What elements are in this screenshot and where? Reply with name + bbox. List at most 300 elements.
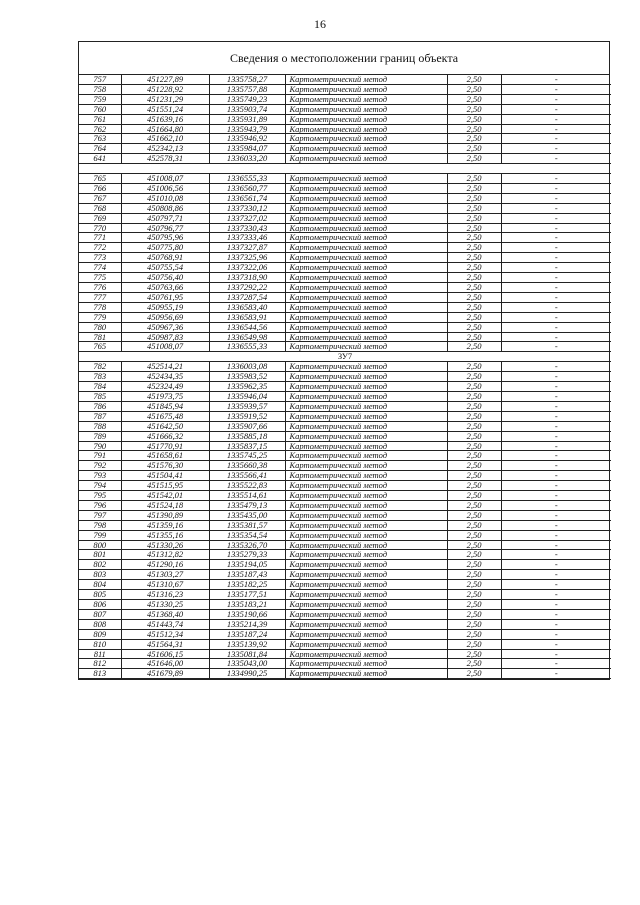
description-cell: - (501, 94, 611, 104)
precision-cell: 2,50 (447, 114, 501, 124)
x-coordinate-cell: 451290,16 (121, 560, 209, 570)
table-row (79, 223, 611, 233)
y-coordinate-cell: 1336555,33 (209, 174, 285, 184)
y-coordinate-cell: 1335984,07 (209, 144, 285, 154)
method-cell: Картометрический метод (285, 283, 447, 293)
y-coordinate-cell: 1335354,54 (209, 530, 285, 540)
description-cell: - (501, 550, 611, 560)
description-cell: - (501, 342, 611, 352)
point-number-cell: 798 (79, 520, 121, 530)
x-coordinate-cell: 451658,61 (121, 451, 209, 461)
point-number-cell: 783 (79, 372, 121, 382)
description-cell: - (501, 560, 611, 570)
x-coordinate-cell: 450775,80 (121, 243, 209, 253)
description-cell: - (501, 283, 611, 293)
section-label: ЗУ7 (79, 352, 611, 362)
y-coordinate-cell: 1335479,13 (209, 500, 285, 510)
table-row (79, 590, 611, 600)
y-coordinate-cell: 1335326,70 (209, 540, 285, 550)
method-cell: Картометрический метод (285, 669, 447, 679)
table-row (79, 600, 611, 610)
description-cell: - (501, 332, 611, 342)
table-row (79, 213, 611, 223)
precision-cell: 2,50 (447, 560, 501, 570)
method-cell: Картометрический метод (285, 233, 447, 243)
description-cell: - (501, 619, 611, 629)
description-cell: - (501, 451, 611, 461)
x-coordinate-cell: 451008,07 (121, 342, 209, 352)
point-number-cell: 785 (79, 391, 121, 401)
description-cell: - (501, 540, 611, 550)
description-cell: - (501, 391, 611, 401)
method-cell: Картометрический метод (285, 174, 447, 184)
x-coordinate-cell: 451312,82 (121, 550, 209, 560)
description-cell: - (501, 144, 611, 154)
method-cell: Картометрический метод (285, 203, 447, 213)
description-cell: - (501, 84, 611, 94)
x-coordinate-cell: 451227,89 (121, 75, 209, 84)
precision-cell: 2,50 (447, 94, 501, 104)
y-coordinate-cell: 1335983,52 (209, 372, 285, 382)
description-cell: - (501, 183, 611, 193)
table-row (79, 491, 611, 501)
x-coordinate-cell: 451642,50 (121, 421, 209, 431)
point-number-cell: 801 (79, 550, 121, 560)
method-cell: Картометрический метод (285, 540, 447, 550)
precision-cell: 2,50 (447, 431, 501, 441)
table-row (79, 609, 611, 619)
table-row (79, 461, 611, 471)
method-cell: Картометрический метод (285, 382, 447, 392)
precision-cell: 2,50 (447, 273, 501, 283)
table-row (79, 104, 611, 114)
y-coordinate-cell: 1335566,41 (209, 471, 285, 481)
x-coordinate-cell: 452342,13 (121, 144, 209, 154)
x-coordinate-cell: 451310,67 (121, 580, 209, 590)
method-cell: Картометрический метод (285, 253, 447, 263)
description-cell: - (501, 382, 611, 392)
x-coordinate-cell: 450761,95 (121, 292, 209, 302)
point-number-cell: 764 (79, 144, 121, 154)
y-coordinate-cell: 1335903,74 (209, 104, 285, 114)
method-cell: Картометрический метод (285, 124, 447, 134)
point-number-cell: 771 (79, 233, 121, 243)
method-cell: Картометрический метод (285, 183, 447, 193)
description-cell: - (501, 580, 611, 590)
precision-cell: 2,50 (447, 124, 501, 134)
precision-cell: 2,50 (447, 590, 501, 600)
table-row (79, 530, 611, 540)
y-coordinate-cell: 1335177,51 (209, 590, 285, 600)
description-cell: - (501, 669, 611, 679)
description-cell: - (501, 203, 611, 213)
table-row (79, 669, 611, 679)
x-coordinate-cell: 451662,10 (121, 134, 209, 144)
x-coordinate-cell: 451228,92 (121, 84, 209, 94)
y-coordinate-cell: 1337327,87 (209, 243, 285, 253)
x-coordinate-cell: 450763,66 (121, 283, 209, 293)
method-cell: Картометрический метод (285, 391, 447, 401)
x-coordinate-cell: 451679,89 (121, 669, 209, 679)
y-coordinate-cell: 1335194,05 (209, 560, 285, 570)
method-cell: Картометрический метод (285, 560, 447, 570)
y-coordinate-cell: 1335182,25 (209, 580, 285, 590)
x-coordinate-cell: 451646,00 (121, 659, 209, 669)
y-coordinate-cell: 1336560,77 (209, 183, 285, 193)
point-number-cell: 758 (79, 84, 121, 94)
table-row (79, 372, 611, 382)
table-row (79, 253, 611, 263)
point-number-cell: 803 (79, 570, 121, 580)
method-cell: Картометрический метод (285, 649, 447, 659)
y-coordinate-cell: 1335187,24 (209, 629, 285, 639)
table-row (79, 659, 611, 669)
method-cell: Картометрический метод (285, 312, 447, 322)
precision-cell: 2,50 (447, 322, 501, 332)
y-coordinate-cell: 1337292,22 (209, 283, 285, 293)
precision-cell: 2,50 (447, 292, 501, 302)
precision-cell: 2,50 (447, 619, 501, 629)
point-number-cell: 812 (79, 659, 121, 669)
description-cell: - (501, 154, 611, 164)
method-cell: Картометрический метод (285, 639, 447, 649)
precision-cell: 2,50 (447, 243, 501, 253)
table-row (79, 550, 611, 560)
x-coordinate-cell: 451010,08 (121, 193, 209, 203)
method-cell: Картометрический метод (285, 530, 447, 540)
description-cell: - (501, 75, 611, 84)
precision-cell: 2,50 (447, 213, 501, 223)
precision-cell: 2,50 (447, 233, 501, 243)
precision-cell: 2,50 (447, 302, 501, 312)
x-coordinate-cell: 452578,31 (121, 154, 209, 164)
table-row (79, 342, 611, 352)
x-coordinate-cell: 451006,56 (121, 183, 209, 193)
precision-cell: 2,50 (447, 491, 501, 501)
method-cell: Картометрический метод (285, 500, 447, 510)
description-cell: - (501, 104, 611, 114)
x-coordinate-cell: 451368,40 (121, 609, 209, 619)
point-number-cell: 757 (79, 75, 121, 84)
table-row (79, 292, 611, 302)
x-coordinate-cell: 451606,15 (121, 649, 209, 659)
x-coordinate-cell: 451524,18 (121, 500, 209, 510)
method-cell: Картометрический метод (285, 243, 447, 253)
description-cell: - (501, 530, 611, 540)
point-number-cell: 795 (79, 491, 121, 501)
x-coordinate-cell: 451639,16 (121, 114, 209, 124)
description-cell: - (501, 312, 611, 322)
x-coordinate-cell: 451008,07 (121, 174, 209, 184)
method-cell: Картометрический метод (285, 590, 447, 600)
x-coordinate-cell: 450955,19 (121, 302, 209, 312)
precision-cell: 2,50 (447, 391, 501, 401)
precision-cell: 2,50 (447, 332, 501, 342)
precision-cell: 2,50 (447, 193, 501, 203)
method-cell: Картометрический метод (285, 619, 447, 629)
method-cell: Картометрический метод (285, 471, 447, 481)
point-number-cell: 805 (79, 590, 121, 600)
description-cell: - (501, 471, 611, 481)
method-cell: Картометрический метод (285, 263, 447, 273)
method-cell: Картометрический метод (285, 75, 447, 84)
description-cell: - (501, 134, 611, 144)
x-coordinate-cell: 451443,74 (121, 619, 209, 629)
description-cell: - (501, 510, 611, 520)
point-number-cell: 765 (79, 174, 121, 184)
method-cell: Картометрический метод (285, 510, 447, 520)
description-cell: - (501, 114, 611, 124)
x-coordinate-cell: 451845,94 (121, 401, 209, 411)
precision-cell: 2,50 (447, 500, 501, 510)
y-coordinate-cell: 1335946,04 (209, 391, 285, 401)
precision-cell: 2,50 (447, 570, 501, 580)
point-number-cell: 775 (79, 273, 121, 283)
point-number-cell: 800 (79, 540, 121, 550)
point-number-cell: 792 (79, 461, 121, 471)
point-number-cell: 773 (79, 253, 121, 263)
table-row (79, 273, 611, 283)
method-cell: Картометрический метод (285, 421, 447, 431)
y-coordinate-cell: 1336555,33 (209, 342, 285, 352)
description-cell: - (501, 659, 611, 669)
table-row (79, 124, 611, 134)
point-number-cell: 787 (79, 411, 121, 421)
method-cell: Картометрический метод (285, 520, 447, 530)
method-cell: Картометрический метод (285, 600, 447, 610)
method-cell: Картометрический метод (285, 550, 447, 560)
precision-cell: 2,50 (447, 203, 501, 213)
x-coordinate-cell: 451316,23 (121, 590, 209, 600)
y-coordinate-cell: 1335931,89 (209, 114, 285, 124)
y-coordinate-cell: 1337327,02 (209, 213, 285, 223)
point-number-cell: 776 (79, 283, 121, 293)
description-cell: - (501, 213, 611, 223)
point-number-cell: 789 (79, 431, 121, 441)
precision-cell: 2,50 (447, 223, 501, 233)
x-coordinate-cell: 450987,83 (121, 332, 209, 342)
table-row (79, 203, 611, 213)
y-coordinate-cell: 1335381,57 (209, 520, 285, 530)
precision-cell: 2,50 (447, 154, 501, 164)
table-row (79, 481, 611, 491)
description-cell: - (501, 124, 611, 134)
table-row (79, 263, 611, 273)
precision-cell: 2,50 (447, 382, 501, 392)
method-cell: Картометрический метод (285, 193, 447, 203)
table-row (79, 144, 611, 154)
table-row (79, 421, 611, 431)
table-row (79, 312, 611, 322)
x-coordinate-cell: 452514,21 (121, 362, 209, 372)
description-cell: - (501, 292, 611, 302)
description-cell: - (501, 372, 611, 382)
x-coordinate-cell: 451512,34 (121, 629, 209, 639)
table-row (79, 94, 611, 104)
point-number-cell: 763 (79, 134, 121, 144)
description-cell: - (501, 253, 611, 263)
separator-cell (79, 164, 611, 174)
y-coordinate-cell: 1335745,25 (209, 451, 285, 461)
table-row (79, 510, 611, 520)
y-coordinate-cell: 1335939,57 (209, 401, 285, 411)
precision-cell: 2,50 (447, 600, 501, 610)
point-number-cell: 788 (79, 421, 121, 431)
x-coordinate-cell: 451359,16 (121, 520, 209, 530)
method-cell: Картометрический метод (285, 362, 447, 372)
table-row (79, 619, 611, 629)
y-coordinate-cell: 1335758,27 (209, 75, 285, 84)
method-cell: Картометрический метод (285, 411, 447, 421)
point-number-cell: 768 (79, 203, 121, 213)
y-coordinate-cell: 1335946,92 (209, 134, 285, 144)
y-coordinate-cell: 1336003,08 (209, 362, 285, 372)
precision-cell: 2,50 (447, 510, 501, 520)
method-cell: Картометрический метод (285, 134, 447, 144)
precision-cell: 2,50 (447, 540, 501, 550)
precision-cell: 2,50 (447, 441, 501, 451)
point-number-cell: 779 (79, 312, 121, 322)
point-number-cell: 786 (79, 401, 121, 411)
table-row (79, 243, 611, 253)
y-coordinate-cell: 1335139,92 (209, 639, 285, 649)
precision-cell: 2,50 (447, 174, 501, 184)
x-coordinate-cell: 451303,27 (121, 570, 209, 580)
point-number-cell: 811 (79, 649, 121, 659)
point-number-cell: 784 (79, 382, 121, 392)
method-cell: Картометрический метод (285, 629, 447, 639)
precision-cell: 2,50 (447, 104, 501, 114)
precision-cell: 2,50 (447, 84, 501, 94)
table-row (79, 520, 611, 530)
point-number-cell: 777 (79, 292, 121, 302)
point-number-cell: 780 (79, 322, 121, 332)
description-cell: - (501, 193, 611, 203)
x-coordinate-cell: 450797,71 (121, 213, 209, 223)
table-row (79, 431, 611, 441)
description-cell: - (501, 431, 611, 441)
description-cell: - (501, 401, 611, 411)
point-number-cell: 790 (79, 441, 121, 451)
x-coordinate-cell: 451542,01 (121, 491, 209, 501)
y-coordinate-cell: 1337287,54 (209, 292, 285, 302)
precision-cell: 2,50 (447, 421, 501, 431)
method-cell: Картометрический метод (285, 659, 447, 669)
table-row (79, 174, 611, 184)
table-row (79, 134, 611, 144)
y-coordinate-cell: 1335943,79 (209, 124, 285, 134)
table-row (79, 362, 611, 372)
y-coordinate-cell: 1335919,52 (209, 411, 285, 421)
x-coordinate-cell: 450796,77 (121, 223, 209, 233)
precision-cell: 2,50 (447, 550, 501, 560)
x-coordinate-cell: 451515,95 (121, 481, 209, 491)
point-number-cell: 760 (79, 104, 121, 114)
description-cell: - (501, 649, 611, 659)
method-cell: Картометрический метод (285, 491, 447, 501)
precision-cell: 2,50 (447, 283, 501, 293)
x-coordinate-cell: 451664,80 (121, 124, 209, 134)
method-cell: Картометрический метод (285, 114, 447, 124)
y-coordinate-cell: 1335522,83 (209, 481, 285, 491)
point-number-cell: 808 (79, 619, 121, 629)
x-coordinate-cell: 451390,89 (121, 510, 209, 520)
table-row (79, 570, 611, 580)
description-cell: - (501, 243, 611, 253)
y-coordinate-cell: 1335214,39 (209, 619, 285, 629)
x-coordinate-cell: 451675,48 (121, 411, 209, 421)
x-coordinate-cell: 451355,16 (121, 530, 209, 540)
x-coordinate-cell: 451504,41 (121, 471, 209, 481)
method-cell: Картометрический метод (285, 292, 447, 302)
table-row (79, 629, 611, 639)
y-coordinate-cell: 1336033,20 (209, 154, 285, 164)
method-cell: Картометрический метод (285, 481, 447, 491)
method-cell: Картометрический метод (285, 332, 447, 342)
y-coordinate-cell: 1337333,46 (209, 233, 285, 243)
method-cell: Картометрический метод (285, 580, 447, 590)
table-row (79, 332, 611, 342)
precision-cell: 2,50 (447, 134, 501, 144)
description-cell: - (501, 174, 611, 184)
table-row (79, 114, 611, 124)
precision-cell: 2,50 (447, 451, 501, 461)
method-cell: Картометрический метод (285, 431, 447, 441)
y-coordinate-cell: 1335757,88 (209, 84, 285, 94)
precision-cell: 2,50 (447, 401, 501, 411)
precision-cell: 2,50 (447, 362, 501, 372)
description-cell: - (501, 500, 611, 510)
method-cell: Картометрический метод (285, 144, 447, 154)
point-number-cell: 765 (79, 342, 121, 352)
point-number-cell: 772 (79, 243, 121, 253)
coordinates-table (79, 75, 611, 679)
point-number-cell: 809 (79, 629, 121, 639)
description-cell: - (501, 411, 611, 421)
point-number-cell: 782 (79, 362, 121, 372)
description-cell: - (501, 263, 611, 273)
y-coordinate-cell: 1335660,38 (209, 461, 285, 471)
y-coordinate-cell: 1335081,84 (209, 649, 285, 659)
table-row (79, 649, 611, 659)
description-cell: - (501, 233, 611, 243)
table-row (79, 500, 611, 510)
table-row (79, 84, 611, 94)
coordinates-table-body (79, 75, 611, 679)
description-cell: - (501, 322, 611, 332)
x-coordinate-cell: 450756,40 (121, 273, 209, 283)
x-coordinate-cell: 451564,31 (121, 639, 209, 649)
x-coordinate-cell: 450808,86 (121, 203, 209, 213)
table-row (79, 283, 611, 293)
method-cell: Картометрический метод (285, 223, 447, 233)
point-number-cell: 767 (79, 193, 121, 203)
description-cell: - (501, 639, 611, 649)
x-coordinate-cell: 451551,24 (121, 104, 209, 114)
y-coordinate-cell: 1337325,96 (209, 253, 285, 263)
table-row (79, 75, 611, 84)
y-coordinate-cell: 1337322,06 (209, 263, 285, 273)
description-cell: - (501, 362, 611, 372)
point-number-cell: 804 (79, 580, 121, 590)
precision-cell: 2,50 (447, 481, 501, 491)
point-number-cell: 781 (79, 332, 121, 342)
y-coordinate-cell: 1334990,25 (209, 669, 285, 679)
x-coordinate-cell: 451973,75 (121, 391, 209, 401)
description-cell: - (501, 273, 611, 283)
method-cell: Картометрический метод (285, 84, 447, 94)
method-cell: Картометрический метод (285, 104, 447, 114)
